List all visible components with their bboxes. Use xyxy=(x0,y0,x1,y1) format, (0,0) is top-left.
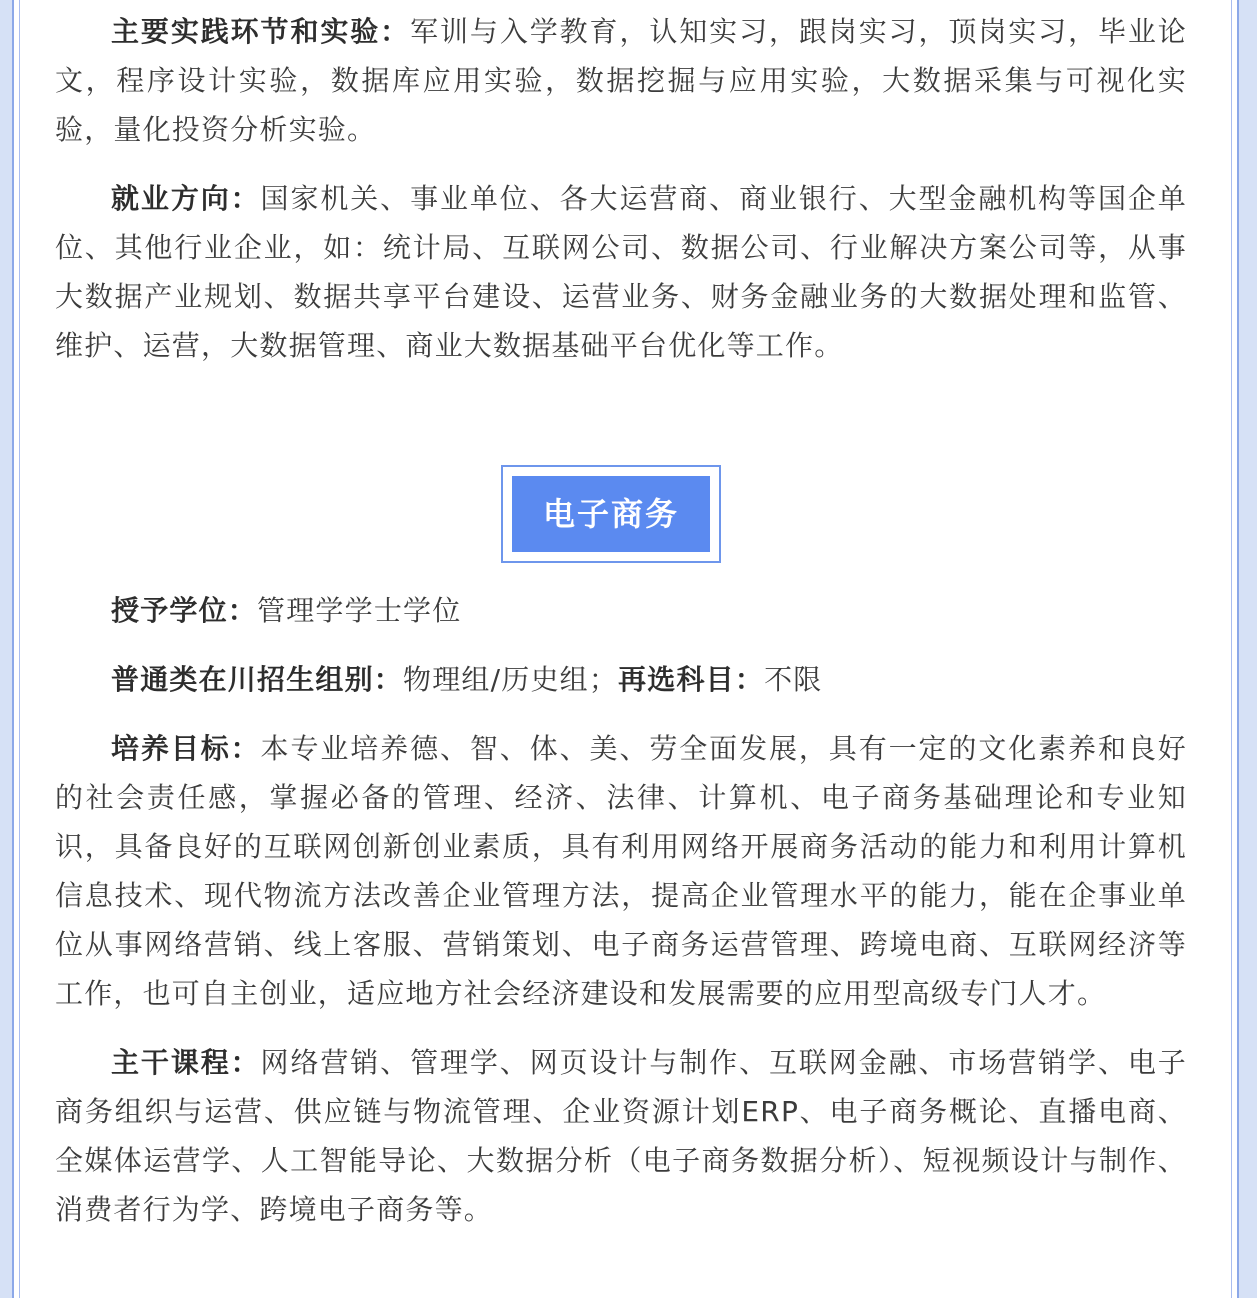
section-header-wrapper xyxy=(55,465,1187,563)
degree-text: 管理学学士学位 xyxy=(257,594,462,627)
employment-label: 就业方向： xyxy=(111,182,261,215)
degree-paragraph xyxy=(55,586,1187,635)
goal-paragraph xyxy=(55,724,1187,1018)
practice-label: 主要实践环节和实验： xyxy=(111,15,411,48)
courses-text: 网络营销、管理学、网页设计与制作、互联网金融、市场营销学、电子商务组织与运营、供应链与物流管理、企业资源计划ERP、电子商务概论、直播电商、全媒体运营学、人工智能导论、大数据分析（电子商务数据分析）、短视频设计与制作、消费者行为学、跨境电子商务等。 xyxy=(55,1046,1187,1226)
degree-label: 授予学位： xyxy=(111,594,258,627)
goal-text: 本专业培养德、智、体、美、劳全面发展，具有一定的文化素养和良好的社会责任感，掌握必备的管理、经济、法律、计算机、电子商务基础理论和专业知识，具备良好的互联网创新创业素质，具有利用网络开展商务活动的能力和利用计算机信息技术、现代物流方法改善企业管理方法，提高企业管理水平的能力，能在企事业单位从事网络营销、线上客服、营销策划、电子商务运营管理、跨境电商、互联网经济等工作，也可自主创业，适应地方社会经济建设和发展需要的应用型高级专门人才。 xyxy=(55,732,1187,1010)
admission-text: 物理组/历史组； xyxy=(403,663,619,696)
employment-text: 国家机关、事业单位、各大运营商、商业银行、大型金融机构等国企单位、其他行业企业，如：统计局、互联网公司、数据公司、行业解决方案公司等，从事大数据产业规划、数据共享平台建设、运营业务、财务金融业务的大数据处理和监管、维护、运营，大数据管理、商业大数据基础平台优化等工作。 xyxy=(55,182,1187,362)
section-title: 电子商务 xyxy=(512,476,710,552)
practice-paragraph xyxy=(55,7,1187,154)
courses-paragraph xyxy=(55,1038,1187,1234)
admission-label: 普通类在川招生组别： xyxy=(111,663,404,696)
employment-paragraph xyxy=(55,174,1187,370)
article-content xyxy=(55,7,1187,1234)
courses-label: 主干课程： xyxy=(111,1046,261,1079)
admission-paragraph xyxy=(55,655,1187,704)
section-header-box xyxy=(501,465,721,563)
practice-text: 军训与入学教育，认知实习，跟岗实习，顶岗实习，毕业论文，程序设计实验，数据库应用实验，数据挖掘与应用实验，大数据采集与可视化实验，量化投资分析实验。 xyxy=(55,15,1187,146)
elective-label: 再选科目： xyxy=(618,663,765,696)
goal-label: 培养目标： xyxy=(111,732,261,765)
elective-text: 不限 xyxy=(764,663,823,696)
